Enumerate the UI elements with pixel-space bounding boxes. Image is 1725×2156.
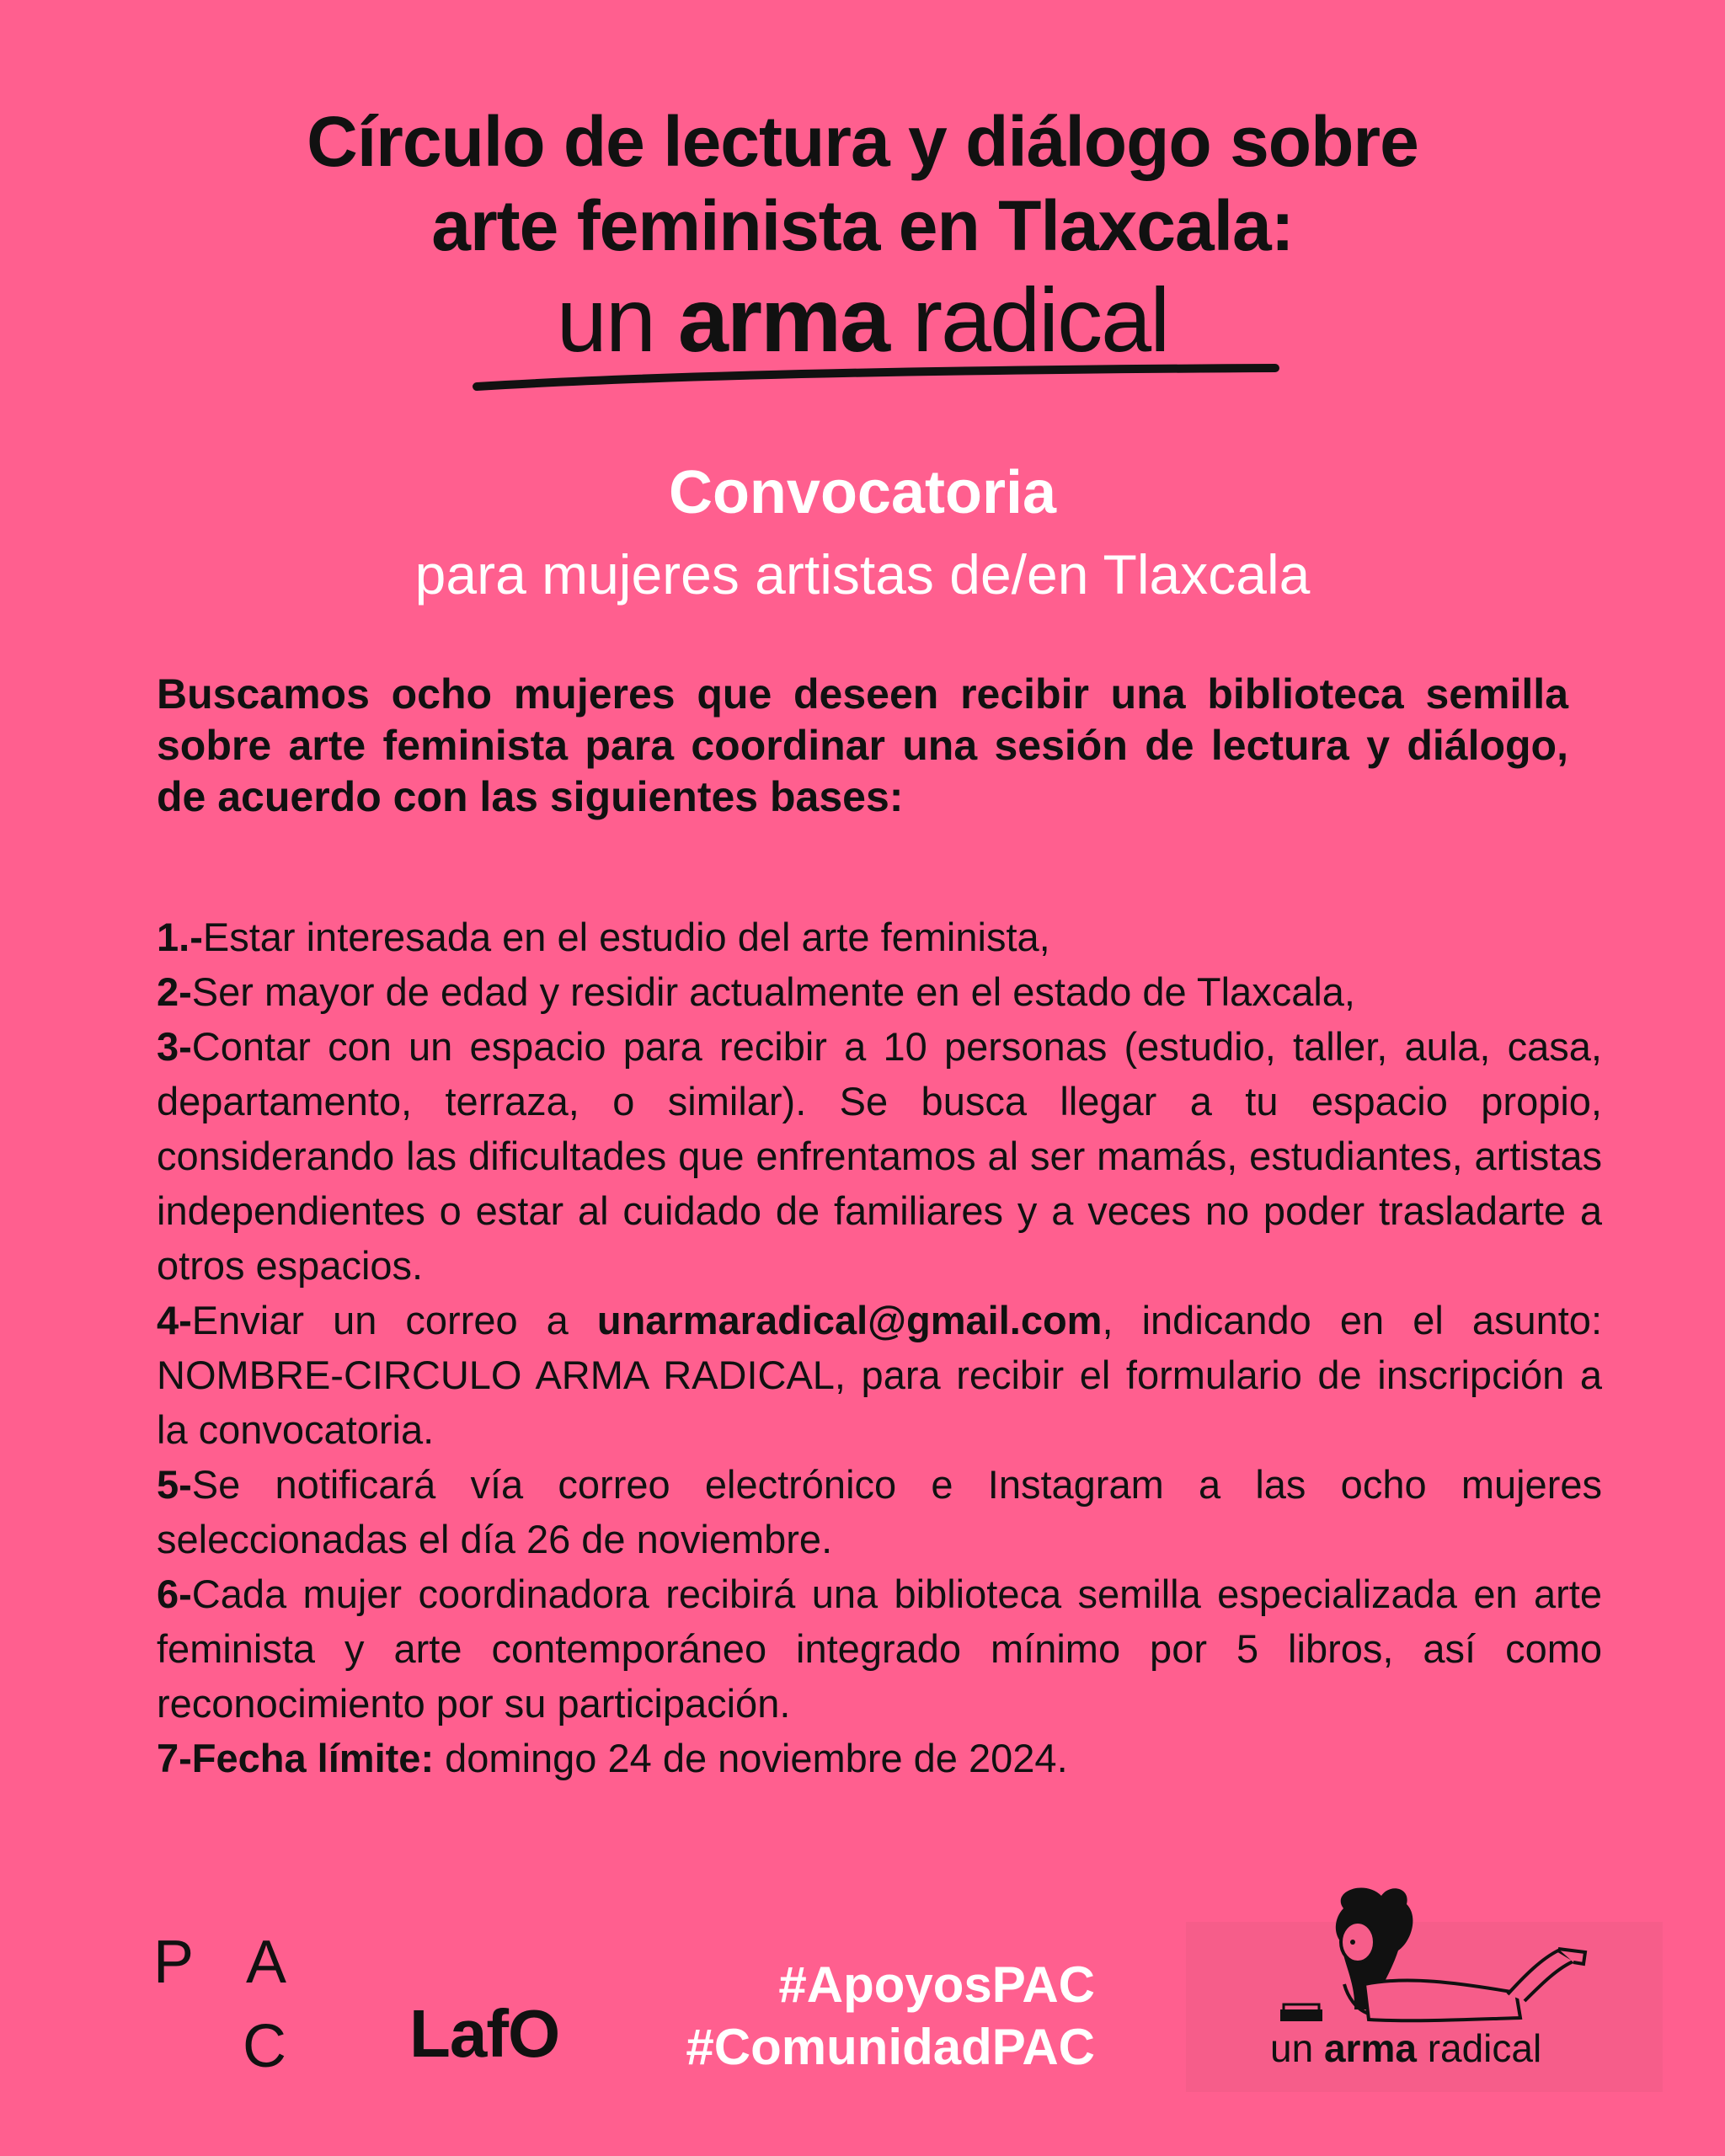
base-text-post: , indicando en el asunto: NOMBRE-CIRCULO ARMA RADICAL, para recibir el formulario de inscripción a la convocatoria. — [157, 1298, 1603, 1452]
logo-bold: arma — [1323, 2026, 1417, 2070]
hashtags — [590, 1954, 1095, 2079]
intro-paragraph — [157, 669, 1568, 823]
base-text: Se notificará vía correo electrónico e Instagram a las ocho mujeres seleccionadas el día 26 de noviembre. — [157, 1462, 1602, 1561]
hashtag-apoyos[interactable]: #ApoyosPAC — [778, 1956, 1095, 2013]
base-number: 3- — [157, 1024, 192, 1069]
base-item-7 — [157, 1731, 1602, 1785]
intro-after: que deseen recibir una biblioteca semilla sobre arte feminista para coordinar una sesión de lectura y diálogo, de acuerdo con las siguientes bases: — [157, 670, 1568, 820]
base-number: 2- — [157, 969, 192, 1014]
base-item-2 — [157, 964, 1602, 1019]
pac-logo — [153, 1920, 288, 2089]
base-item-3 — [157, 1019, 1602, 1293]
base-text-pre: Enviar un correo a — [191, 1298, 597, 1342]
intro-before: Buscamos — [157, 670, 392, 718]
base-text: Ser mayor de edad y residir actualmente en el estado de Tlaxcala, — [191, 969, 1355, 1014]
pac-letter-p: P — [153, 1929, 196, 1996]
base-text: Contar con un espacio para recibir a 10 personas (estudio, taller, aula, casa, departamento, terraza, o similar). Se busca llegar a tu espacio propio, considerando las dificultades que enfrentamos al ser mamás, estudiantes, artistas independientes o estar al cuidado de familiares y a veces no poder trasladarte a otros espacios. — [157, 1024, 1602, 1288]
hashtag-comunidad[interactable]: #ComunidadPAC — [686, 2019, 1095, 2075]
project-name-bold: arma — [677, 269, 889, 371]
brand-logo-text — [1270, 2025, 1541, 2072]
pac-letter-c: C — [243, 2013, 288, 2080]
project-name — [0, 270, 1725, 371]
project-name-pre: un — [556, 269, 678, 371]
call-heading: Convocatoria — [668, 459, 1057, 526]
base-item-5 — [157, 1457, 1602, 1566]
base-number: 5- — [157, 1462, 192, 1507]
base-item-1 — [157, 910, 1602, 964]
base-text: Estar interesada en el estudio del arte feminista, — [202, 915, 1050, 959]
reading-woman-icon — [1263, 1883, 1592, 2035]
base-number: 1.- — [157, 915, 203, 959]
base-number: 6- — [157, 1572, 192, 1616]
base-item-6 — [157, 1566, 1602, 1731]
project-name-post: radical — [889, 269, 1169, 371]
base-text: Cada mujer coordinadora recibirá una biblioteca semilla especializada en arte feminista y arte contemporáneo integrado mínimo por 5 libros, así como reconocimiento por su participación. — [157, 1572, 1602, 1726]
base-item-4 — [157, 1293, 1602, 1457]
page-title — [0, 99, 1725, 268]
lafo-logo: LafO — [409, 1996, 560, 2071]
brush-underline — [472, 358, 1280, 400]
pac-letter-a: A — [245, 1929, 288, 1996]
title-line-1: Círculo de lectura y diálogo sobre — [307, 102, 1418, 181]
call-subheading: para mujeres artistas de/en Tlaxcala — [414, 543, 1311, 606]
pac-logo-row-2 — [153, 2004, 288, 2089]
pac-logo-row-1 — [153, 1920, 288, 2004]
bases-list — [157, 910, 1602, 1785]
logo-pre: un — [1270, 2026, 1324, 2070]
base-text: domingo 24 de noviembre de 2024. — [434, 1736, 1068, 1780]
base-deadline-label: 7-Fecha límite: — [157, 1736, 435, 1780]
title-line-2: arte feminista en Tlaxcala: — [431, 186, 1294, 265]
email-link[interactable]: unarmaradical@gmail.com — [596, 1298, 1103, 1342]
intro-highlight: ocho mujeres — [391, 670, 676, 718]
base-number: 4- — [157, 1298, 192, 1342]
logo-post: radical — [1416, 2026, 1542, 2070]
